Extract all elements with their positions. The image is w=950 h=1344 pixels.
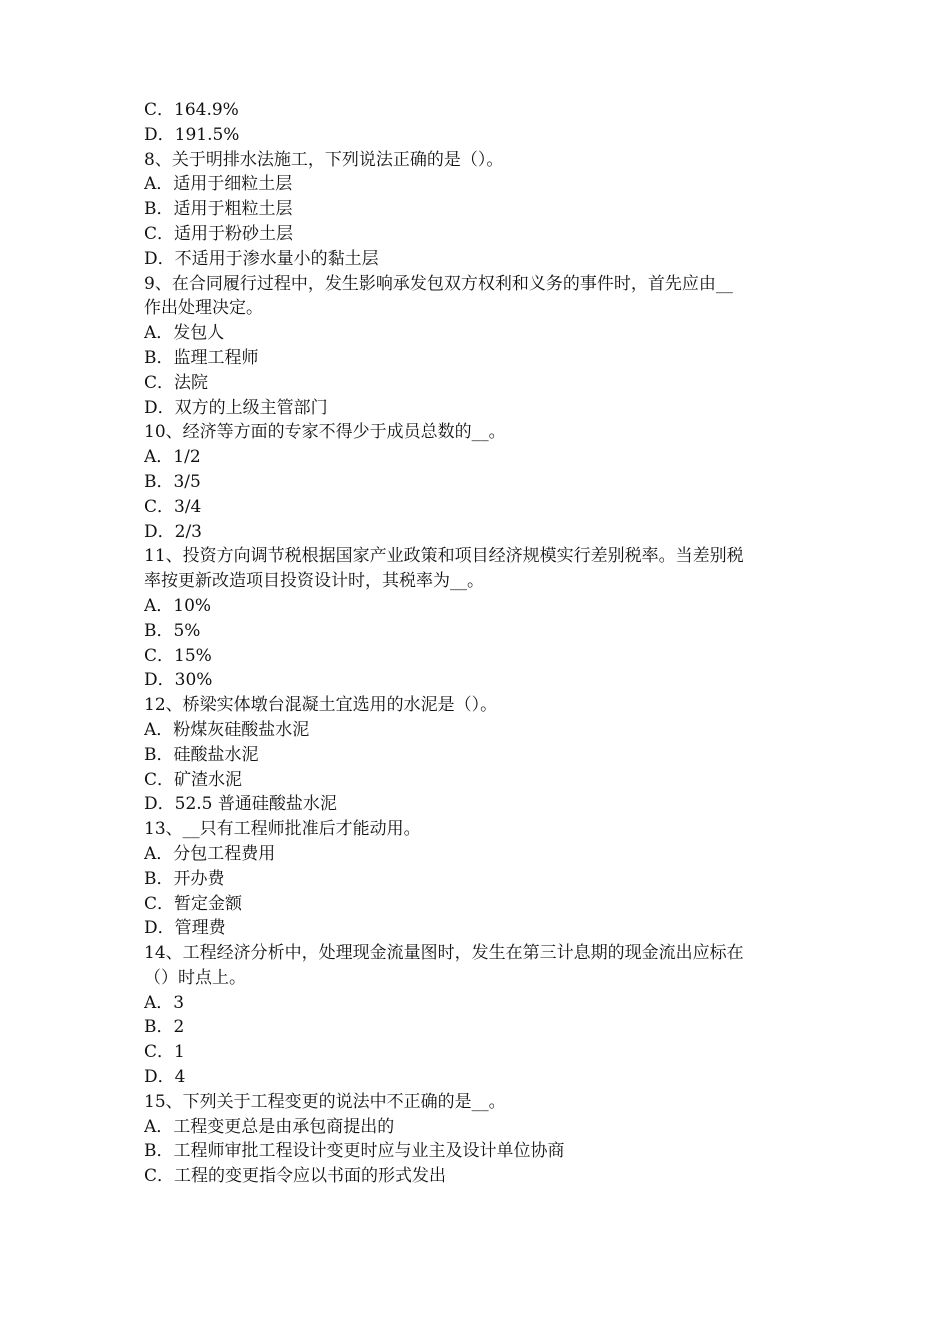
q9-option-c: C．法院 xyxy=(144,372,209,393)
q10-option-b: B．3/5 xyxy=(144,471,201,492)
q15-option-b: B．工程师审批工程设计变更时应与业主及设计单位协商 xyxy=(144,1141,565,1162)
q8-option-c: C．适用于粉砂土层 xyxy=(144,223,294,244)
q9-option-d: D．双方的上级主管部门 xyxy=(144,397,328,418)
question-14-cont: （）时点上。 xyxy=(144,967,246,988)
q15-option-c: C．工程的变更指令应以书面的形式发出 xyxy=(144,1166,447,1187)
question-15: 15、下列关于工程变更的说法中不正确的是__。 xyxy=(144,1091,506,1112)
q10-option-d: D．2/3 xyxy=(144,521,202,542)
q11-option-b: B．5% xyxy=(144,620,201,641)
q13-option-b: B．开办费 xyxy=(144,868,225,889)
q11-option-d: D．30% xyxy=(144,670,213,691)
q12-option-d: D．52.5 普通硅酸盐水泥 xyxy=(144,794,337,815)
question-8: 8、关于明排水法施工，下列说法正确的是（）。 xyxy=(144,149,504,170)
question-11: 11、投资方向调节税根据国家产业政策和项目经济规模实行差别税率。当差别税 xyxy=(144,546,744,567)
q8-option-a: A．适用于细粒土层 xyxy=(144,174,293,195)
option-d-line: D．191.5% xyxy=(144,124,240,145)
q15-option-a: A．工程变更总是由承包商提出的 xyxy=(144,1116,395,1137)
q14-option-c: C．1 xyxy=(144,1042,185,1063)
q10-option-a: A．1/2 xyxy=(144,447,201,468)
question-9: 9、在合同履行过程中，发生影响承发包双方权利和义务的事件时，首先应由__ xyxy=(144,273,733,294)
question-14: 14、工程经济分析中，处理现金流量图时，发生在第三计息期的现金流出应标在 xyxy=(144,943,744,964)
q13-option-a: A．分包工程费用 xyxy=(144,843,276,864)
q11-option-c: C．15% xyxy=(144,645,212,666)
q14-option-a: A．3 xyxy=(144,992,185,1013)
question-12: 12、桥梁实体墩台混凝土宜选用的水泥是（）。 xyxy=(144,695,498,716)
option-c-line: C．164.9% xyxy=(144,100,239,120)
q13-option-c: C．暂定金额 xyxy=(144,893,243,914)
q12-option-a: A．粉煤灰硅酸盐水泥 xyxy=(144,719,310,740)
question-9-cont: 作出处理决定。 xyxy=(144,298,263,319)
q8-option-d: D．不适用于渗水量小的黏土层 xyxy=(144,248,379,269)
q8-option-b: B．适用于粗粒土层 xyxy=(144,199,293,220)
q9-option-b: B．监理工程师 xyxy=(144,347,259,368)
q13-option-d: D．管理费 xyxy=(144,918,226,939)
document-body xyxy=(144,98,814,1189)
q9-option-a: A．发包人 xyxy=(144,323,225,344)
q14-option-d: D．4 xyxy=(144,1067,186,1088)
q11-option-a: A．10% xyxy=(144,595,212,616)
question-13: 13、__只有工程师批准后才能动用。 xyxy=(144,819,421,840)
question-10: 10、经济等方面的专家不得少于成员总数的__。 xyxy=(144,422,506,443)
q10-option-c: C．3/4 xyxy=(144,496,202,517)
question-11-cont: 率按更新改造项目投资设计时，其税率为__。 xyxy=(144,571,484,592)
q12-option-c: C．矿渣水泥 xyxy=(144,769,243,790)
q14-option-b: B．2 xyxy=(144,1017,185,1038)
q12-option-b: B．硅酸盐水泥 xyxy=(144,744,259,765)
